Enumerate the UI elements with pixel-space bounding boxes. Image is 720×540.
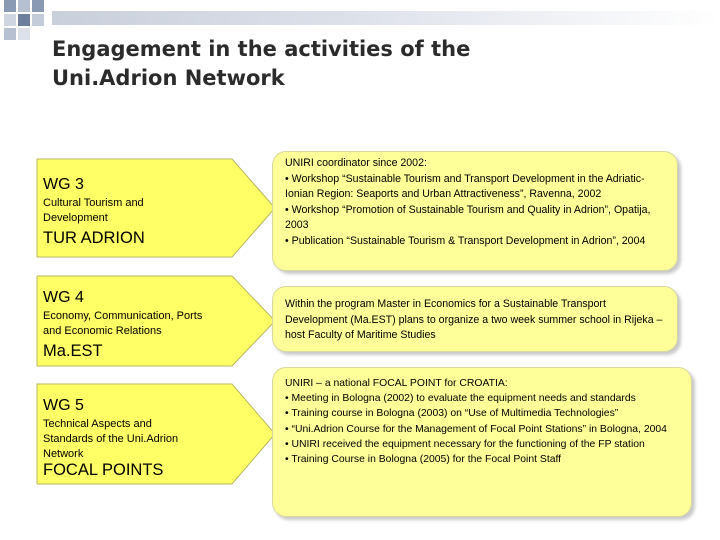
info-line: • Training course in Bologna (2003) on “Use of Multimedia Technologies”	[285, 408, 619, 420]
wg3-acronym: TUR ADRION	[43, 229, 145, 247]
decor-square	[4, 28, 16, 40]
wg3-description: Cultural Tourism and Development	[43, 197, 144, 224]
wg4-arrow	[36, 275, 276, 367]
decor-square	[32, 14, 44, 26]
wg4-acronym: Ma.EST	[43, 342, 103, 360]
wg3-arrow	[36, 158, 276, 258]
wg5-arrow	[36, 383, 276, 485]
info-line: • Workshop “Sustainable Tourism and Transport Development in the Adriatic-Ionian Region: Seaports and Urban Attractiveness”, Ravenna, 2002	[285, 172, 645, 200]
wg4-description: Economy, Communication, Ports and Economic Relations	[43, 310, 203, 337]
page-title-line1: Engagement in the activities of the	[52, 37, 471, 61]
info-line: • “Uni.Adrion Course for the Management of Focal Point Stations” in Bologna, 2004	[285, 423, 667, 435]
header-bar	[52, 11, 720, 25]
info-box-wg4	[272, 286, 678, 352]
decor-square	[32, 0, 44, 12]
wg4-title: WG 4	[43, 289, 84, 306]
info-line: • Meeting in Bologna (2002) to evaluate the equipment needs and standards	[285, 393, 636, 405]
page-title	[52, 35, 652, 93]
info-box-wg5	[272, 367, 692, 517]
decor-square	[18, 14, 30, 26]
info-line: UNIRI – a national FOCAL POINT for CROATIA:	[285, 378, 508, 389]
info-box-wg3	[272, 151, 678, 271]
corner-decoration	[0, 0, 60, 50]
page-title-line2: Uni.Adrion Network	[52, 66, 285, 90]
info-line: UNIRI coordinator since 2002:	[285, 157, 427, 169]
info-line: • Workshop “Promotion of Sustainable Tourism and Quality in Adrion”, Opatija, 2003	[285, 203, 651, 231]
decor-square	[18, 28, 30, 40]
info-line: • UNIRI received the equipment necessary for the functioning of the FP station	[285, 438, 645, 450]
decor-square	[4, 14, 16, 26]
wg3-title: WG 3	[43, 176, 84, 193]
wg5-description: Technical Aspects and Standards of the Uni.Adrion Network	[43, 418, 179, 460]
wg5-title: WG 5	[43, 397, 84, 414]
decor-square	[4, 0, 16, 12]
info-line: • Training Course in Bologna (2005) for the Focal Point Staff	[285, 454, 562, 466]
decor-square	[18, 0, 30, 12]
info-line: Within the program Master in Economics for a Sustainable Transport Development (Ma.EST) plans to organize a two week summer school in Rijeka – host Faculty of Maritime Studies	[285, 298, 663, 341]
wg5-acronym: FOCAL POINTS	[43, 461, 164, 479]
info-line: • Publication “Sustainable Tourism & Transport Development in Adrion”, 2004	[285, 234, 646, 247]
